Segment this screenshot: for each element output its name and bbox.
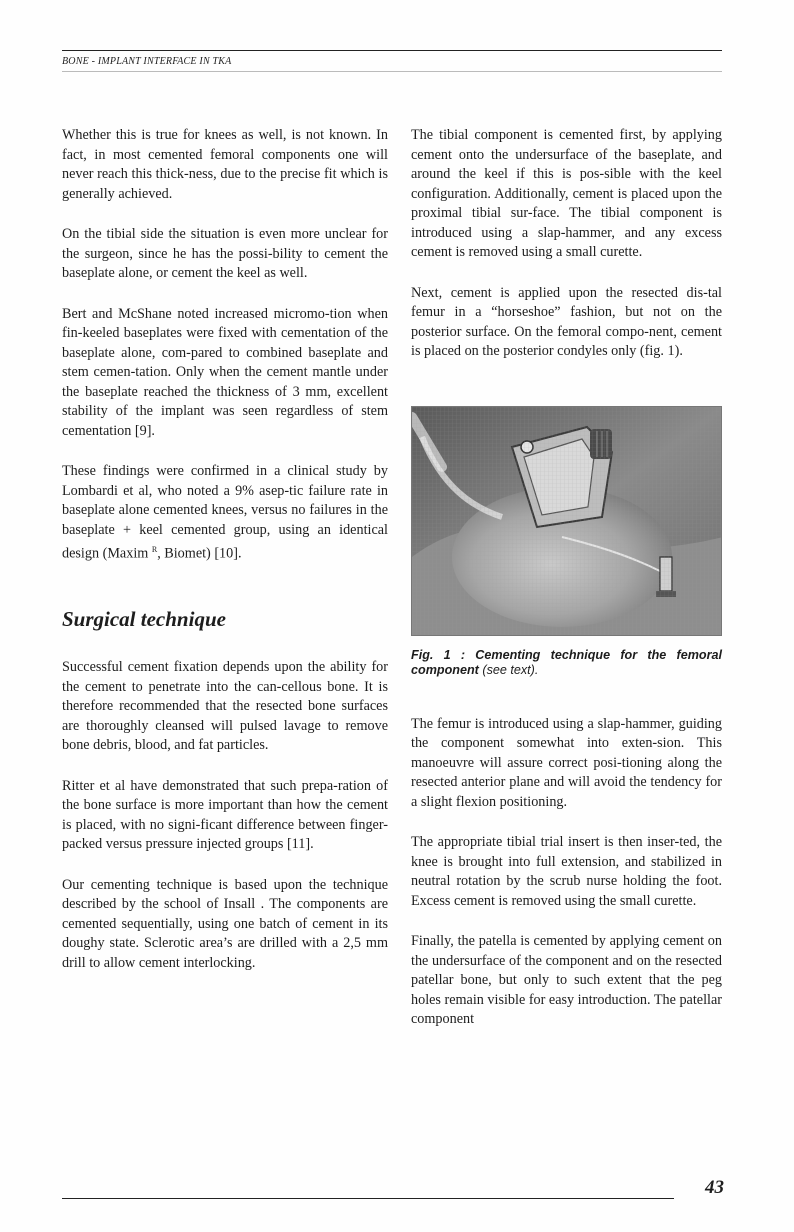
paragraph: The appropriate tibial trial insert is then inser-ted, the knee is brought into full extension, and stabilized in neutral rotation by the scrub nurse holding the foot. Excess cement is removed using the small curette.: [411, 834, 722, 909]
section-title: Surgical technique: [62, 607, 226, 632]
paragraph: Next, cement is applied upon the resected dis-tal femur in a “horseshoe” fashion, but not on the posterior surface. On the femoral compo-nent, cement is placed on the posterior condyles only (fig. 1).: [411, 284, 722, 359]
paragraph: Ritter et al have demonstrated that such prepa-ration of the bone surface is more important than how the cement is placed, with no signi-ficant difference between finger-packed versus pressure injected groups [11].: [62, 777, 388, 853]
paragraph: The tibial component is cemented first, by applying cement onto the undersurface of the baseplate, and around the keel if this is pos-sible with the keel configuration. Additionally, cement is placed upon the proximal tibial sur-face. The tibial component is introduced using a slap-hammer, and any excess cement is removed using a small curette.: [411, 127, 722, 260]
paragraph: [62, 462, 388, 564]
running-title: BONE - IMPLANT INTERFACE IN TKA: [62, 56, 722, 72]
figure-caption: [411, 648, 722, 679]
page-number: 43: [705, 1177, 724, 1198]
paragraph: Our cementing technique is based upon the technique described by the school of Insall . The components are cemented sequentially, using one batch of cement in its doughy state. Sclerotic area’s are drilled with a 2,5 mm drill to allow cement interlocking.: [62, 876, 388, 971]
surgical-photo-image: [412, 407, 722, 636]
paragraph: Successful cement fixation depends upon the ability for the cement to penetrate into the can-cellous bone. It is therefore recommended that the resected bone surfaces are thoroughly cleansed will pulsed lavage to remove bone debris, blood, and fat particles.: [62, 659, 388, 754]
left-column: [62, 126, 388, 973]
running-header: [62, 50, 722, 72]
paragraph-text: These findings were confirmed in a clinical study by Lombardi et al, who noted a 9% asep-tic failure rate in baseplate alone cemented knees, versus no failures in the baseplate + keel cemented group, using an identical design (Maxim: [62, 463, 388, 562]
paragraph: Whether this is true for knees as well, is not known. In fact, in most cemented femoral components one will never reach this thick-ness, due to the precise fit which is generally achieved.: [62, 127, 388, 202]
paragraph: On the tibial side the situation is even more unclear for the surgeon, since he has the possi-bility to cement the baseplate alone, or cement the keel as well.: [62, 226, 388, 281]
right-column: [411, 126, 722, 1030]
paragraph: Bert and McShane noted increased micromo-tion when fin-keeled baseplates were fixed with cementation of the baseplate alone, com-pared to combined baseplate and stem cemen-tation. Only when the cement mantle under the baseplate reached the thickness of 3 mm, excellent stability of the implant was seen regardless of stem cementation [9].: [62, 305, 388, 439]
paragraph-text-end: , Biomet) [10].: [157, 545, 242, 562]
footer-rule: [62, 1198, 674, 1199]
registered-mark: R: [151, 545, 158, 554]
caption-note: (see text).: [478, 663, 539, 677]
figure-photo: [411, 406, 722, 636]
paragraph: The femur is introduced using a slap-hammer, guiding the component somewhat into exten-sion. This manoeuvre will assure correct posi-tioning along the resected anterior plane and will avoid the tendency for a slight flexion positioning.: [411, 715, 722, 810]
paragraph: Finally, the patella is cemented by applying cement on the undersurface of the component and on the resected patellar bone, but only to such extent that the peg holes remain visible for easy introduction. The patellar component: [411, 933, 722, 1027]
caption-label: Fig. 1 : Cementing technique for the femoral component: [411, 647, 722, 677]
